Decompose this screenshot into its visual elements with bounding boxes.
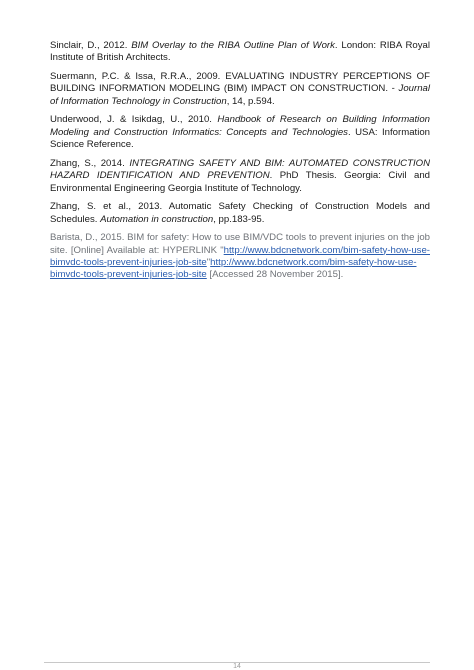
reference-title: BIM Overlay to the RIBA Outline Plan of Work bbox=[131, 40, 335, 51]
reference-list bbox=[50, 40, 430, 288]
reference-hyperlink[interactable]: http://www.bdcnetwork.com/bim-safety-how-use-bimvdc-tools-prevent-injuries-job-site bbox=[50, 244, 430, 269]
reference-authors-year: Zhang, S. et al., 2013. Automatic Safety Checking of Construction Models and Schedules. bbox=[50, 201, 430, 225]
reference-item bbox=[50, 158, 430, 195]
reference-title: Journal of Information Technology in Construction bbox=[50, 83, 430, 107]
reference-item bbox=[50, 201, 430, 226]
reference-publication: . PhD Thesis. Georgia: Civil and Environmental Engineering Georgia Institute of Technology. bbox=[50, 170, 431, 194]
web-reference-accessed: [Accessed 28 November 2015]. bbox=[206, 269, 344, 281]
reference-publication: . USA: Information Science Reference. bbox=[50, 126, 430, 151]
web-reference-text: Barista, D., 2015. BIM for safety: How to use BIM/VDC tools to prevent injuries on the job site. [Online] Available at: HYPERLINK " bbox=[50, 232, 430, 256]
reference-item bbox=[50, 114, 430, 151]
reference-item bbox=[50, 71, 430, 108]
reference-publication: . London: RIBA Royal Institute of British Architects. bbox=[50, 40, 430, 64]
reference-title: INTEGRATING SAFETY AND BIM: AUTOMATED CONSTRUCTION HAZARD IDENTIFICATION AND PREVENTION bbox=[50, 157, 431, 182]
web-reference-quote: " bbox=[206, 257, 211, 269]
page-number: 14 bbox=[233, 663, 241, 670]
reference-authors-year: Underwood, J. & Isikdag, U., 2010. bbox=[50, 114, 218, 126]
reference-publication: , pp.183-95. bbox=[213, 213, 265, 225]
reference-authors-year: Sinclair, D., 2012. bbox=[50, 40, 132, 51]
reference-authors-year: Suermann, P.C. & Issa, R.R.A., 2009. EVALUATING INDUSTRY PERCEPTIONS OF BUILDING INFORMATION MODELING (BIM) IMPACT ON CONSTRUCTION. - bbox=[50, 71, 430, 95]
reference-authors-year: Zhang, S., 2014. bbox=[50, 157, 130, 169]
reference-hyperlink[interactable]: http://www.bdcnetwork.com/bim-safety-how-use-bimvdc-tools-prevent-injuries-job-site bbox=[50, 257, 417, 281]
reference-title: Handbook of Research on Building Information Modeling and Construction Informatics: Concepts and Technologies bbox=[50, 114, 430, 138]
reference-item bbox=[50, 40, 430, 65]
web-reference-item bbox=[50, 232, 430, 282]
reference-publication: , 14, p.594. bbox=[226, 95, 275, 107]
reference-title: Automation in construction bbox=[100, 213, 214, 225]
